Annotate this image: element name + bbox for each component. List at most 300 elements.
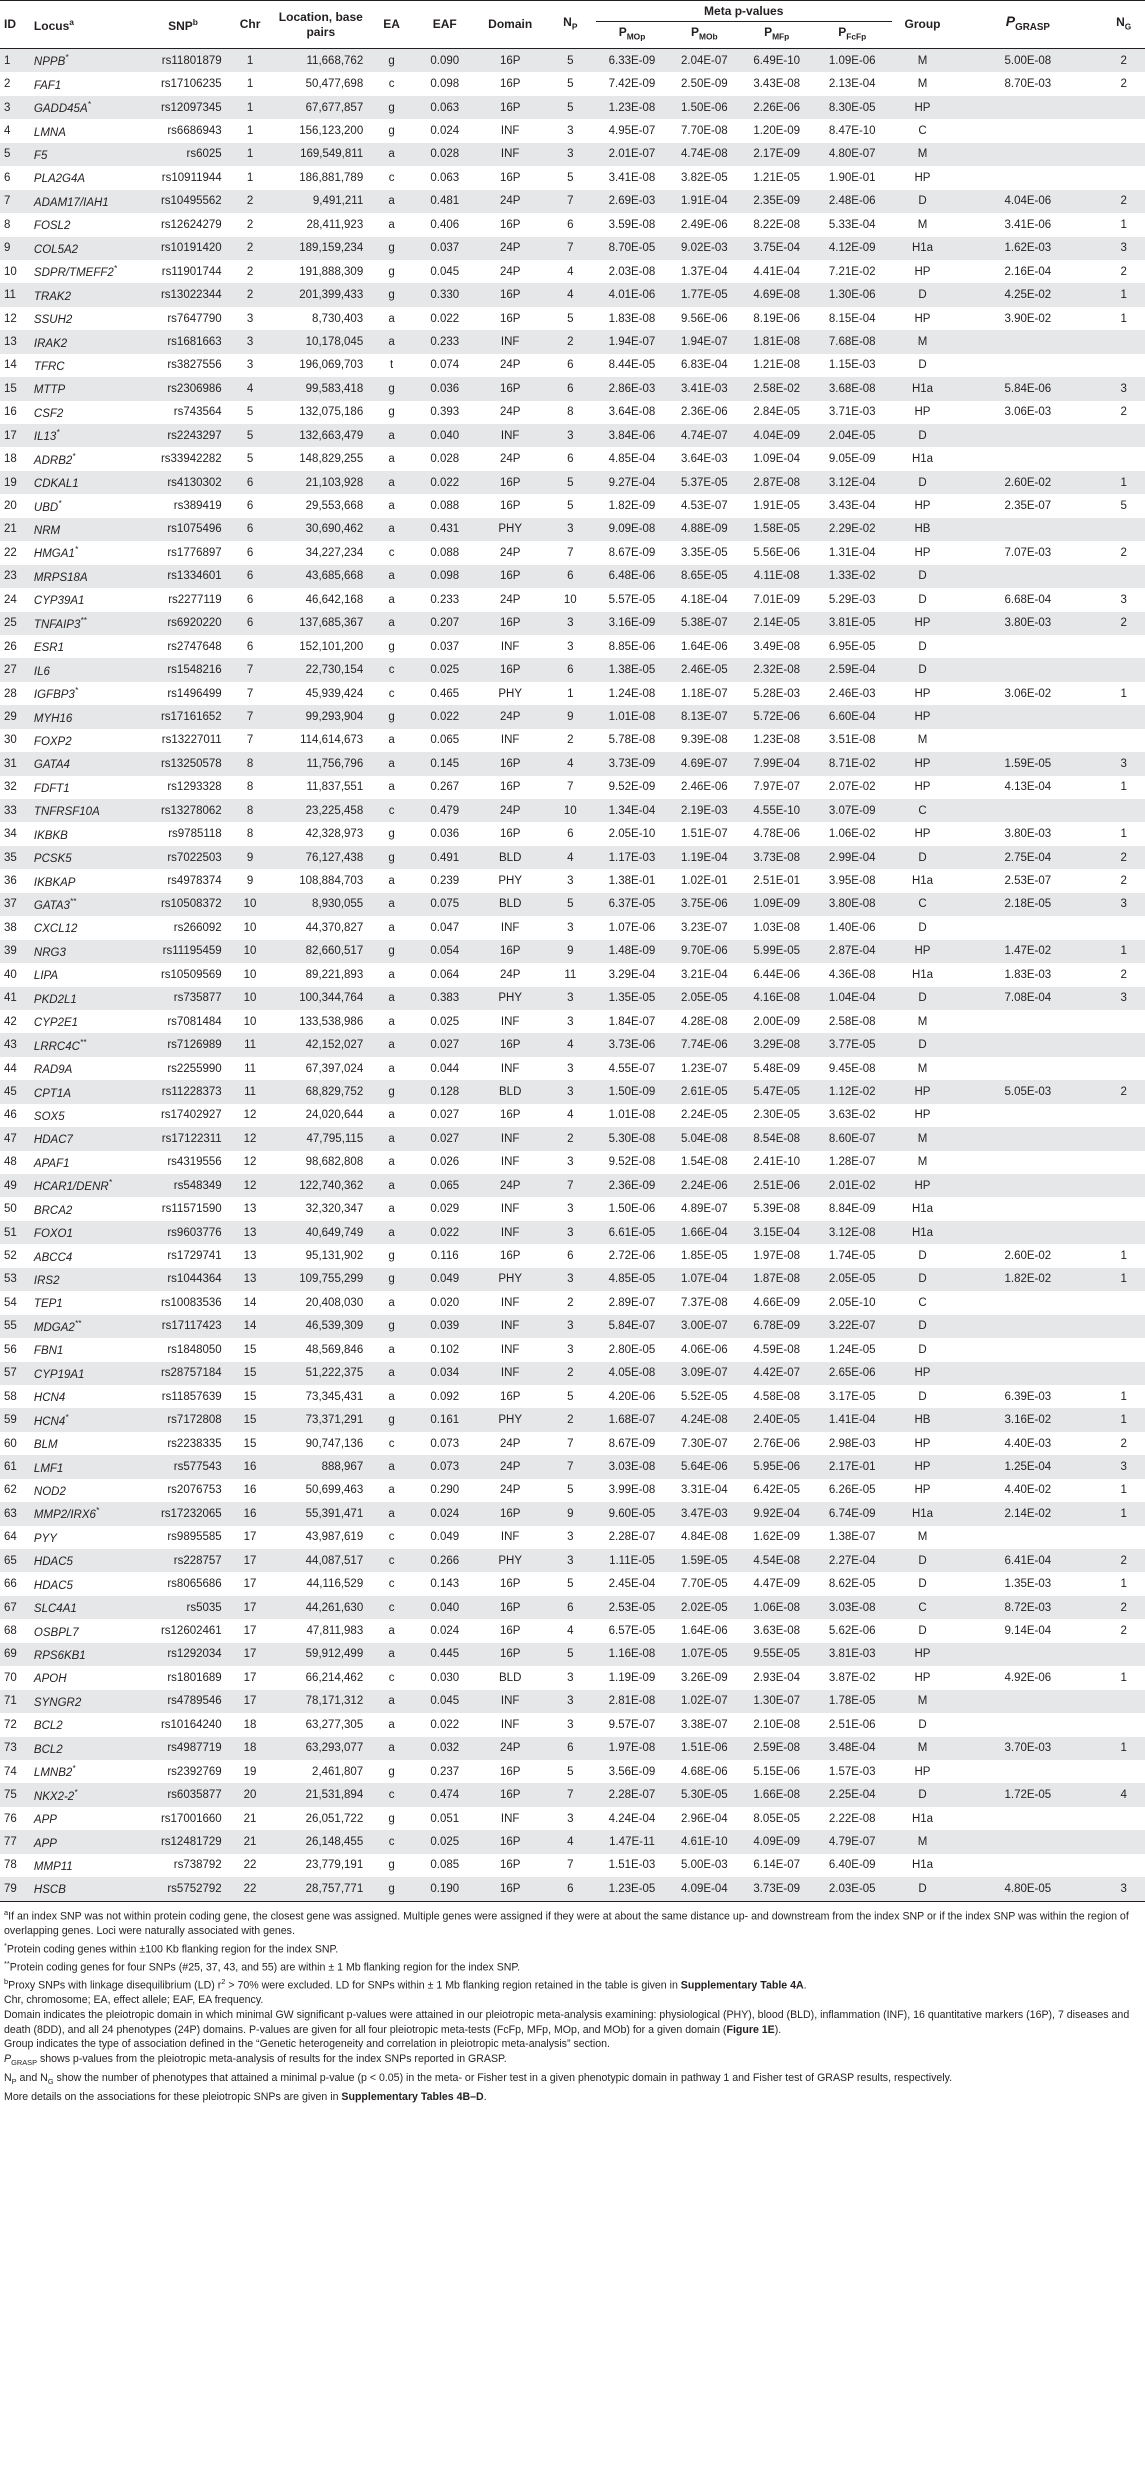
cell-pmfp: 2.76E-06: [753, 1437, 801, 1450]
cell-domain: BLD: [476, 1080, 545, 1103]
cell-snp: rs10911944: [161, 171, 222, 184]
cell-snp: rs2076753: [167, 1484, 222, 1497]
cell-ea: c: [369, 1549, 414, 1572]
cell-id: 47: [0, 1127, 32, 1150]
cell-location: 8,930,055: [272, 893, 369, 916]
cell-id: 70: [4, 1671, 17, 1684]
cell-location: 21,103,928: [272, 471, 369, 494]
cell-group: M: [892, 1737, 954, 1760]
cell-eaf: 0.074: [430, 359, 460, 372]
cell-ea: c: [388, 546, 395, 559]
cell-pmop: 5.30E-08: [596, 1127, 668, 1150]
cell-pgrasp: [953, 1338, 1102, 1361]
cell-group: D: [892, 565, 954, 588]
cell-eaf: 0.161: [414, 1408, 476, 1431]
cell-pfcfp: 3.03E-08: [813, 1596, 892, 1619]
cell-location: 42,328,973: [305, 828, 364, 841]
cell-eaf: 0.034: [414, 1362, 476, 1385]
cell-pmop: 4.95E-07: [608, 125, 656, 138]
cell-id: 16: [4, 406, 17, 419]
cell-snp: rs1776897: [167, 546, 222, 559]
col-header-pmfp: $P_{MFp}$: [764, 25, 790, 42]
cell-ea: c: [388, 687, 395, 700]
cell-domain: 24P: [499, 406, 521, 419]
cell-pfcfp: 1.57E-03: [828, 1765, 876, 1778]
cell-domain: 16P: [476, 96, 545, 119]
table-row: [0, 1619, 1145, 1642]
cell-location: 2,461,807: [312, 1765, 364, 1778]
cell-pmob: 2.24E-06: [668, 1174, 740, 1197]
table-row: [0, 987, 1145, 1010]
cell-pfcfp: 1.09E-06: [813, 49, 892, 73]
locus-footnote-mark: **: [74, 1318, 82, 1328]
table-row: [0, 1291, 1145, 1314]
cell-domain: 16P: [499, 1390, 521, 1403]
cell-pgrasp: [953, 1830, 1102, 1853]
cell-snp: rs5752792: [138, 1877, 227, 1900]
cell-id: 42: [4, 1015, 17, 1028]
cell-group: D: [918, 921, 927, 934]
cell-np: 3: [567, 1531, 574, 1544]
cell-id: 60: [4, 1437, 17, 1450]
table-row: [0, 799, 1145, 822]
cell-pmfp: 8.22E-08: [753, 218, 801, 231]
cell-pmfp: 4.09E-09: [741, 1830, 813, 1853]
cell-snp: rs6686943: [167, 125, 222, 138]
cell-snp: rs12624279: [160, 218, 222, 231]
cell-pmop: 1.38E-05: [596, 658, 668, 681]
cell-snp: rs3827556: [167, 359, 222, 372]
cell-pfcfp: 3.07E-09: [813, 799, 892, 822]
cell-chr: 5: [228, 424, 273, 447]
cell-ea: c: [388, 78, 395, 91]
cell-location: 89,221,893: [305, 968, 364, 981]
cell-ea: g: [369, 96, 414, 119]
locus-footnote-mark: *: [72, 451, 76, 461]
cell-snp: rs4130302: [138, 471, 227, 494]
cell-pfcfp: 1.04E-04: [813, 987, 892, 1010]
cell-pfcfp: 2.04E-05: [813, 424, 892, 447]
cell-locus: NPPB*: [32, 49, 138, 73]
cell-snp: rs1496499: [167, 687, 222, 700]
cell-snp: rs1801689: [167, 1671, 222, 1684]
cell-ng: 1: [1102, 1502, 1145, 1525]
cell-domain: BLD: [476, 846, 545, 869]
cell-pgrasp: 5.00E-08: [953, 49, 1102, 73]
cell-pmfp: 5.72E-06: [741, 705, 813, 728]
cell-np: 3: [545, 1690, 596, 1713]
cell-snp: rs17232065: [138, 1502, 227, 1525]
supplementary-tables-4b-d-link[interactable]: Supplementary Tables 4B–D: [341, 2090, 484, 2103]
cell-snp: rs11801879: [138, 49, 227, 73]
cell-np: 3: [567, 1156, 574, 1169]
cell-ng: [1102, 1033, 1145, 1056]
cell-id: 54: [4, 1296, 17, 1309]
cell-domain: INF: [500, 640, 520, 653]
cell-pfcfp: 1.38E-07: [828, 1531, 876, 1544]
cell-id: 5: [0, 143, 32, 166]
locus-footnote-mark: **: [69, 897, 77, 907]
cell-pmfp: 9.92E-04: [741, 1502, 813, 1525]
cell-domain: INF: [476, 1362, 545, 1385]
locus-footnote-mark: *: [56, 428, 60, 438]
cell-pmfp: 4.55E-10: [741, 799, 813, 822]
cell-np: 6: [545, 658, 596, 681]
cell-group: H1a: [911, 1859, 934, 1872]
cell-pmob: 3.26E-09: [681, 1671, 728, 1684]
cell-pmfp: 5.47E-05: [741, 1080, 813, 1103]
cell-location: 99,583,418: [272, 377, 369, 400]
table-row: [0, 1643, 1145, 1666]
cell-pmfp: 7.97E-07: [753, 781, 801, 794]
cell-ea: a: [369, 565, 414, 588]
cell-eaf: 0.027: [414, 1127, 476, 1150]
cell-chr: 1: [246, 125, 254, 138]
cell-chr: 3: [246, 359, 254, 372]
cell-eaf: 0.116: [430, 1250, 459, 1263]
cell-id: 8: [4, 218, 11, 231]
cell-group: M: [917, 1015, 928, 1028]
cell-pmop: 3.84E-06: [596, 424, 668, 447]
cell-chr: 7: [228, 658, 273, 681]
cell-id: 6: [4, 171, 11, 184]
cell-np: 9: [545, 705, 596, 728]
cell-pmfp: 4.41E-04: [753, 265, 801, 278]
cell-chr: 12: [243, 1109, 257, 1122]
cell-id: 21: [0, 518, 32, 541]
cell-pmfp: 8.19E-06: [753, 312, 801, 325]
footnote-np-ng: $N_P$ and $N_G$ show the number of phenotypes that attained a minimal p-value (p < 0.05) in the meta- or Fisher test in a given phenotypic domain in pathway 1 and Fisher test of GRASP results, respectively.: [4, 2071, 953, 2086]
cell-snp: rs11195459: [138, 940, 227, 963]
cell-pmob: 3.47E-03: [668, 1502, 740, 1525]
cell-locus: BLM: [33, 1438, 58, 1451]
table-row: [0, 658, 1145, 681]
cell-locus: IKBKAP: [33, 876, 76, 889]
cell-locus: APP: [32, 1830, 138, 1853]
locus-footnote-mark: **: [79, 1037, 87, 1047]
cell-eaf: 0.330: [414, 283, 476, 306]
cell-np: 3: [545, 1315, 596, 1338]
cell-pgrasp: [953, 143, 1102, 166]
cell-pfcfp: 6.40E-09: [828, 1859, 876, 1872]
cell-group: D: [892, 424, 954, 447]
cell-domain: INF: [500, 1718, 520, 1731]
cell-id: 29: [0, 705, 32, 728]
cell-pmfp: 6.42E-05: [753, 1484, 801, 1497]
cell-chr: 1: [228, 143, 273, 166]
cell-pmob: 3.41E-03: [668, 377, 740, 400]
col-header-group: Group: [904, 17, 941, 31]
cell-group: M: [892, 1127, 954, 1150]
cell-domain: 24P: [476, 1174, 545, 1197]
cell-location: 76,127,438: [272, 846, 369, 869]
cell-ng: [1102, 1010, 1145, 1033]
cell-chr: 8: [228, 752, 273, 775]
cell-pmob: 3.09E-07: [668, 1362, 740, 1385]
cell-locus: RAD9A: [33, 1063, 73, 1076]
cell-ng: [1102, 729, 1145, 752]
cell-locus: IKBKB: [33, 829, 68, 842]
cell-chr: 10: [243, 968, 257, 981]
cell-snp: rs1293328: [167, 781, 222, 794]
cell-pfcfp: 2.29E-02: [813, 518, 892, 541]
cell-pgrasp: [953, 354, 1102, 377]
cell-chr: 1: [246, 78, 254, 91]
cell-locus: CYP2E1: [33, 1017, 79, 1030]
cell-group: H1a: [911, 1203, 934, 1216]
cell-domain: INF: [500, 1812, 520, 1825]
cell-eaf: 0.040: [414, 1596, 476, 1619]
cell-chr: 15: [228, 1362, 273, 1385]
table-row: [0, 588, 1145, 611]
cell-pgrasp: [953, 658, 1102, 681]
cell-ng: 1: [1120, 1250, 1127, 1263]
cell-pmfp: 1.23E-08: [753, 734, 801, 747]
cell-ea: a: [388, 1296, 395, 1309]
cell-ng: 3: [1102, 987, 1145, 1010]
cell-snp: rs10191420: [138, 237, 227, 260]
cell-pgrasp: 5.05E-03: [953, 1080, 1102, 1103]
cell-eaf: 0.028: [430, 453, 460, 466]
cell-pmob: 4.61E-10: [668, 1830, 740, 1853]
cell-snp: rs7081484: [167, 1015, 222, 1028]
cell-eaf: 0.491: [414, 846, 476, 869]
cell-pgrasp: 6.68E-04: [1004, 593, 1052, 606]
cell-ng: 2: [1102, 846, 1145, 869]
cell-ea: a: [388, 312, 395, 325]
cell-np: 10: [545, 799, 596, 822]
cell-domain: 16P: [499, 781, 521, 794]
cell-pfcfp: 3.77E-05: [813, 1033, 892, 1056]
cell-pmfp: 2.14E-05: [741, 612, 813, 635]
cell-pfcfp: 8.71E-02: [813, 752, 892, 775]
cell-eaf: 0.088: [430, 546, 460, 559]
cell-group: D: [892, 1268, 954, 1291]
cell-pgrasp: [953, 1291, 1102, 1314]
cell-np: 2: [567, 734, 574, 747]
cell-domain: INF: [500, 1156, 520, 1169]
cell-pmob: 3.35E-05: [681, 546, 728, 559]
cell-domain: INF: [476, 424, 545, 447]
cell-locus: FBN1: [33, 1345, 64, 1358]
cell-pgrasp: 1.47E-02: [953, 940, 1102, 963]
cell-pmop: 1.07E-06: [608, 921, 656, 934]
cell-pmop: 1.24E-08: [608, 687, 656, 700]
cell-group: D: [892, 1315, 954, 1338]
cell-locus: HCN4*: [32, 1408, 138, 1431]
cell-domain: 24P: [499, 546, 521, 559]
cell-chr: 6: [228, 565, 273, 588]
cell-location: 148,829,255: [299, 453, 364, 466]
cell-location: 22,730,154: [272, 658, 369, 681]
cell-ea: g: [369, 846, 414, 869]
cell-location: 44,261,630: [272, 1596, 369, 1619]
cell-eaf: 0.075: [414, 893, 476, 916]
cell-pfcfp: 4.80E-07: [813, 143, 892, 166]
cell-locus: FOSL2: [33, 220, 71, 233]
cell-pmfp: 2.26E-06: [741, 96, 813, 119]
cell-eaf: 0.024: [430, 125, 460, 138]
cell-id: 44: [4, 1062, 17, 1075]
table-row: [0, 1502, 1145, 1525]
cell-pmob: 1.77E-05: [668, 283, 740, 306]
cell-ea: a: [369, 612, 414, 635]
cell-snp: rs389419: [173, 500, 222, 513]
cell-ea: g: [369, 1315, 414, 1338]
cell-np: 5: [567, 312, 574, 325]
cell-ea: g: [369, 1408, 414, 1431]
cell-pfcfp: 3.48E-04: [813, 1737, 892, 1760]
cell-domain: 16P: [499, 1859, 521, 1872]
cell-np: 9: [545, 940, 596, 963]
cell-domain: 16P: [499, 500, 521, 513]
cell-pgrasp: [953, 1057, 1102, 1080]
col-header-chr: Chr: [239, 17, 261, 31]
cell-location: 122,740,362: [272, 1174, 369, 1197]
cell-snp: rs17122311: [138, 1127, 227, 1150]
cell-ea: c: [388, 171, 395, 184]
cell-eaf: 0.085: [430, 1859, 460, 1872]
cell-np: 2: [545, 1362, 596, 1385]
cell-snp: rs7126989: [138, 1033, 227, 1056]
cell-pmfp: 5.28E-03: [753, 687, 801, 700]
cell-pmob: 1.07E-05: [668, 1643, 740, 1666]
cell-ng: [1102, 1104, 1145, 1127]
cell-pmob: 2.96E-04: [681, 1812, 728, 1825]
cell-snp: rs4319556: [167, 1156, 222, 1169]
cell-np: 3: [567, 640, 574, 653]
cell-pfcfp: 1.30E-06: [813, 283, 892, 306]
cell-locus: FOXP2: [33, 735, 72, 748]
cell-group: C: [892, 893, 954, 916]
cell-id: 36: [4, 875, 17, 888]
cell-pgrasp: 4.92E-06: [1004, 1671, 1052, 1684]
cell-ng: [1102, 354, 1145, 377]
cell-locus: MDGA2**: [32, 1315, 138, 1338]
cell-snp: rs1334601: [138, 565, 227, 588]
cell-ea: a: [388, 1015, 395, 1028]
table-row: [0, 705, 1145, 728]
cell-pmop: 6.37E-05: [596, 893, 668, 916]
cell-ea: a: [369, 1127, 414, 1150]
cell-ng: 3: [1102, 1455, 1145, 1478]
table-row: [0, 1760, 1145, 1783]
figure-1e-link[interactable]: Figure 1E: [726, 2023, 775, 2036]
cell-eaf: 0.406: [430, 218, 460, 231]
cell-group: H1a: [911, 968, 934, 981]
cell-domain: INF: [476, 1315, 545, 1338]
table-row: [0, 565, 1145, 588]
cell-locus: BCL2: [33, 1720, 63, 1733]
cell-eaf: 0.036: [430, 828, 460, 841]
cell-chr: 13: [228, 1268, 273, 1291]
cell-group: M: [917, 1156, 928, 1169]
supplementary-table-4a-link[interactable]: Supplementary Table 4A: [680, 1979, 804, 1992]
cell-ea: a: [369, 1455, 414, 1478]
cell-chr: 10: [228, 987, 273, 1010]
cell-locus: BCL2: [32, 1737, 138, 1760]
cell-locus: MMP2/IRX6*: [32, 1502, 138, 1525]
cell-group: M: [892, 143, 954, 166]
cell-ea: a: [388, 218, 395, 231]
cell-np: 4: [545, 1033, 596, 1056]
cell-pfcfp: 2.27E-04: [813, 1549, 892, 1572]
cell-ng: 5: [1120, 500, 1127, 513]
cell-pmob: 1.91E-04: [668, 190, 740, 213]
cell-ea: a: [388, 1625, 395, 1638]
table-row: [0, 1854, 1145, 1877]
cell-pgrasp: 4.04E-06: [953, 190, 1102, 213]
cell-ng: 1: [1120, 781, 1127, 794]
cell-pmob: 7.70E-08: [681, 125, 728, 138]
cell-pfcfp: 1.28E-07: [828, 1156, 876, 1169]
cell-eaf: 0.098: [414, 565, 476, 588]
cell-id: 55: [0, 1315, 32, 1338]
cell-pgrasp: [953, 1127, 1102, 1150]
cell-group: M: [892, 330, 954, 353]
cell-snp: rs8065686: [167, 1578, 222, 1591]
cell-id: 52: [4, 1250, 17, 1263]
cell-location: 11,837,551: [306, 781, 364, 794]
locus-footnote-mark: *: [65, 53, 69, 63]
cell-group: C: [892, 799, 954, 822]
cell-ng: 2: [1120, 406, 1127, 419]
cell-pmop: 8.67E-09: [608, 1437, 656, 1450]
table-row: [0, 1080, 1145, 1103]
cell-pmop: 9.52E-09: [608, 781, 656, 794]
cell-locus: OSBPL7: [33, 1626, 79, 1639]
cell-chr: 5: [246, 406, 254, 419]
cell-pmfp: 5.95E-06: [741, 1455, 813, 1478]
cell-pfcfp: 2.05E-10: [828, 1296, 876, 1309]
cell-np: 3: [567, 875, 574, 888]
cell-ng: 1: [1102, 1268, 1145, 1291]
cell-location: 28,411,923: [306, 218, 364, 231]
cell-id: 63: [0, 1502, 32, 1525]
cell-pgrasp: 1.35E-03: [1004, 1578, 1052, 1591]
cell-group: D: [918, 359, 927, 372]
cell-snp: rs1729741: [167, 1250, 222, 1263]
cell-id: 43: [0, 1033, 32, 1056]
cell-group: D: [918, 640, 927, 653]
cell-pmob: 4.74E-08: [668, 143, 740, 166]
cell-eaf: 0.022: [414, 471, 476, 494]
cell-location: 63,293,077: [272, 1737, 369, 1760]
cell-snp: rs17106235: [160, 78, 222, 91]
cell-id: 72: [4, 1718, 17, 1731]
cell-pmob: 2.46E-05: [668, 658, 740, 681]
table-row: [0, 776, 1145, 799]
cell-pmob: 2.46E-06: [681, 781, 728, 794]
cell-pgrasp: 3.41E-06: [1004, 218, 1052, 231]
cell-group: HP: [914, 500, 931, 513]
cell-pmob: 3.00E-07: [668, 1315, 740, 1338]
cell-location: 68,829,752: [272, 1080, 369, 1103]
cell-pmop: 5.57E-05: [608, 593, 656, 606]
cell-domain: 16P: [476, 1596, 545, 1619]
cell-id: 27: [0, 658, 32, 681]
cell-chr: 11: [244, 1062, 257, 1075]
table-row: [0, 1572, 1145, 1595]
cell-ng: [1102, 1127, 1145, 1150]
cell-location: 34,227,234: [305, 546, 364, 559]
table-row: [0, 1244, 1145, 1267]
cell-domain: 24P: [499, 593, 521, 606]
cell-eaf: 0.022: [430, 1718, 460, 1731]
footnote-star: *Protein coding genes within ±100 Kb flanking region for the index SNP.: [4, 1940, 339, 1956]
cell-ng: [1102, 1151, 1145, 1174]
table-row: [0, 541, 1145, 564]
